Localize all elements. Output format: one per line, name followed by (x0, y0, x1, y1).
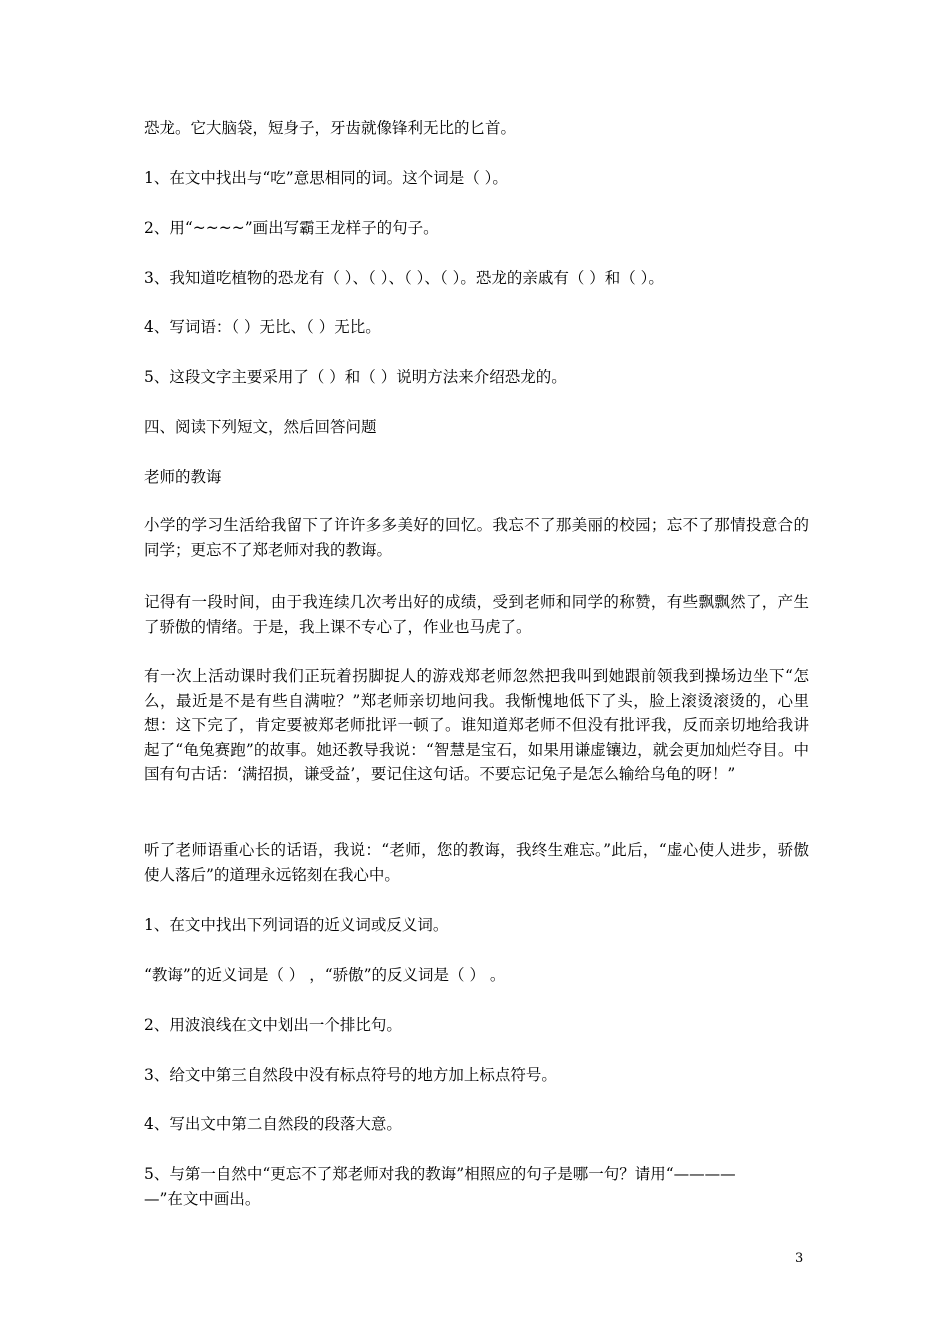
article-paragraph-1: 小学的学习生活给我留下了许许多多美好的回忆。我忘不了那美丽的校园；忘不了那情投意合的同学；更忘不了郑老师对我的教诲。 (144, 516, 809, 559)
reading-question-4: 4、写出文中第二自然段的段落大意。 (144, 1115, 402, 1133)
question-2: 2、用“~~~~”画出写霸王龙样子的句子。 (144, 219, 439, 237)
reading-question-3: 3、给文中第三自然段中没有标点符号的地方加上标点符号。 (144, 1066, 557, 1084)
question-4: 4、写词语：（ ）无比、（ ）无比。 (144, 318, 381, 336)
article-title: 老师的教诲 (144, 468, 222, 486)
question-5: 5、这段文字主要采用了（ ）和（ ）说明方法来介绍恐龙的。 (144, 368, 567, 386)
reading-question-5-continued: —”在文中画出。 (144, 1190, 261, 1208)
reading-question-1-blanks: “教诲”的近义词是（ ） ，“骄傲”的反义词是（ ） 。 (144, 966, 506, 984)
article-paragraph-4: 听了老师语重心长的话语，我说：“老师，您的教诲，我终生难忘。”此后，“虚心使人进步，骄傲使人落后”的道理永远铭刻在我心中。 (144, 841, 809, 884)
article-paragraph-2: 记得有一段时间，由于我连续几次考出好的成绩，受到老师和同学的称赞，有些飘飘然了，产生了骄傲的情绪。于是，我上课不专心了，作业也马虎了。 (144, 593, 809, 636)
question-1: 1、在文中找出与“吃”意思相同的词。这个词是（ ）。 (144, 169, 508, 187)
page-number: 3 (795, 1251, 804, 1266)
question-3: 3、我知道吃植物的恐龙有（ ）、（ ）、（ ）、（ ）。恐龙的亲戚有（ ）和（ ）。 (144, 269, 664, 287)
reading-question-1: 1、在文中找出下列词语的近义词或反义词。 (144, 916, 449, 934)
article-paragraph-3: 有一次上活动课时我们正玩着拐脚捉人的游戏郑老师忽然把我叫到她跟前领我到操场边坐下“怎么，最近是不是有些自满啦？”郑老师亲切地问我。我惭愧地低下了头，脸上滚烫滚烫的，心里想：这下完了，肯定要被郑老师批评一顿了。谁知道郑老师不但没有批评我，反而亲切地给我讲起了“龟兔赛跑”的故事。她还教导我说：“智慧是宝石，如果用谦虚镶边，就会更加灿烂夺目。中国有句古话：‘满招损，谦受益’，要记住这句话。不要忘记兔子是怎么输给乌龟的呀！” (144, 667, 809, 783)
reading-question-2: 2、用波浪线在文中划出一个排比句。 (144, 1016, 402, 1034)
reading-question-5: 5、与第一自然中“更忘不了郑老师对我的教诲”相照应的句子是哪一句？请用“———— (144, 1165, 736, 1183)
text-line: 恐龙。它大脑袋，短身子，牙齿就像锋利无比的匕首。 (144, 119, 517, 137)
section-heading: 四、阅读下列短文，然后回答问题 (144, 418, 377, 436)
